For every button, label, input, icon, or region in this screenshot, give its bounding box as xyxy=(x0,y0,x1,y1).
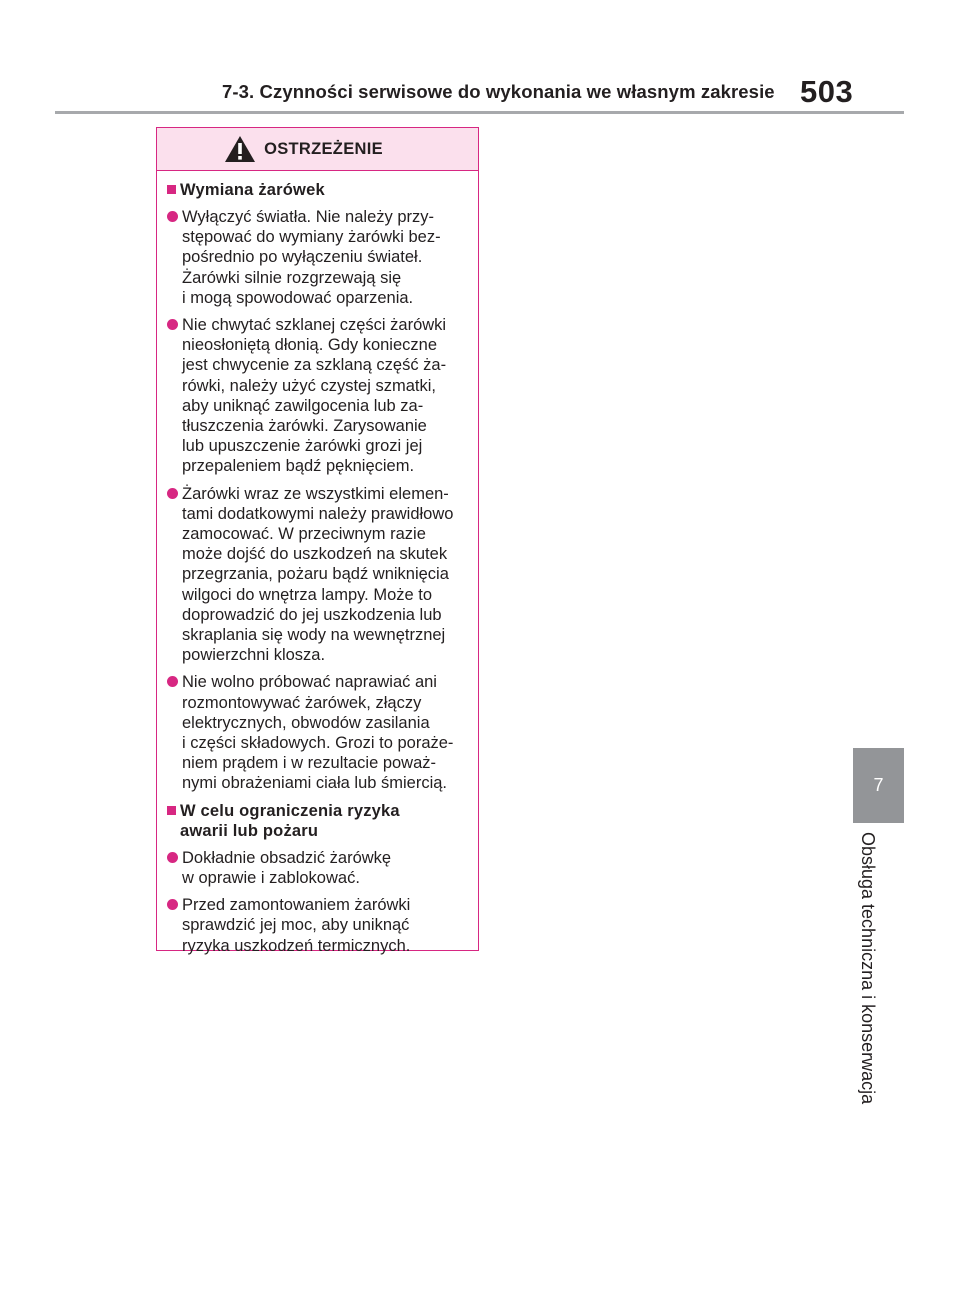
warning-content xyxy=(157,171,478,956)
list-item xyxy=(167,315,472,477)
list-item xyxy=(167,672,472,793)
list-item-text: Wyłączyć światła. Nie należy przy- stępować do wymiany żarówki bez- pośrednio po wyłączeniu świateł. Żarówki silnie rozgrzewają się i mogą spowodować oparzenia. xyxy=(182,208,441,307)
chapter-tab-number: 7 xyxy=(873,775,884,795)
running-header-title: 7-3. Czynności serwisowe do wykonania we własnym zakresie xyxy=(222,81,775,102)
round-bullet-icon xyxy=(167,488,178,499)
header-divider xyxy=(55,111,904,114)
list-item-text: Nie wolno próbować naprawiać ani rozmontowywać żarówek, złączy elektrycznych, obwodów zasilania i części składowych. Grozi to poraże- niem prądem i w rezultacie poważ- nymi obrażeniami ciała lub śmiercią. xyxy=(182,673,454,793)
square-bullet-icon xyxy=(167,806,176,815)
list-item-text: Nie chwytać szklanej części żarówki nieosłoniętą dłonią. Gdy konieczne jest chwycenie za szklaną część ża- rówki, należy użyć czystej szmatki, aby uniknąć zawilgocenia lub za- tłuszczenia żarówki. Zarysowanie lub upuszczenie żarówki grozi jej przepaleniem bądź pęknięciem. xyxy=(182,316,447,476)
page-number: 503 xyxy=(800,74,854,109)
list-item xyxy=(167,207,472,308)
warning-box xyxy=(156,127,479,955)
list-item-text: Dokładnie obsadzić żarówkę w oprawie i zablokować. xyxy=(182,848,392,887)
list-item xyxy=(167,484,472,666)
list-item xyxy=(167,848,472,888)
chapter-tab[interactable] xyxy=(853,748,904,823)
round-bullet-icon xyxy=(167,899,178,910)
section-heading-text: Wymiana żarówek xyxy=(180,181,325,199)
square-bullet-icon xyxy=(167,185,176,194)
section-heading-bulb-replacement xyxy=(167,180,472,200)
section-heading-text: W celu ograniczenia ryzyka awarii lub pożaru xyxy=(180,801,400,840)
round-bullet-icon xyxy=(167,676,178,687)
round-bullet-icon xyxy=(167,211,178,222)
warning-title: OSTRZEŻENIE xyxy=(264,139,383,158)
round-bullet-icon xyxy=(167,319,178,330)
chapter-tab-label: Obsługa techniczna i konserwacja xyxy=(858,832,878,1105)
warning-header xyxy=(157,128,478,171)
warning-triangle-icon xyxy=(224,135,256,163)
list-item-text: Żarówki wraz ze wszystkimi elemen- tami dodatkowymi należy prawidłowo zamocować. W przeciwnym razie może dojść do uszkodzeń na skutek przegrzania, pożaru bądź wniknięcia wilgoci do wnętrza lampy. Może to doprowadzić do jej uszkodzenia lub skraplania się wody na wewnętrznej powierzchni klosza. xyxy=(182,484,454,665)
section-heading-fire-risk xyxy=(167,801,472,841)
round-bullet-icon xyxy=(167,852,178,863)
list-item-text: Przed zamontowaniem żarówki sprawdzić jej moc, aby uniknąć ryzyka uszkodzeń termicznych. xyxy=(182,896,411,955)
list-item xyxy=(167,895,472,956)
